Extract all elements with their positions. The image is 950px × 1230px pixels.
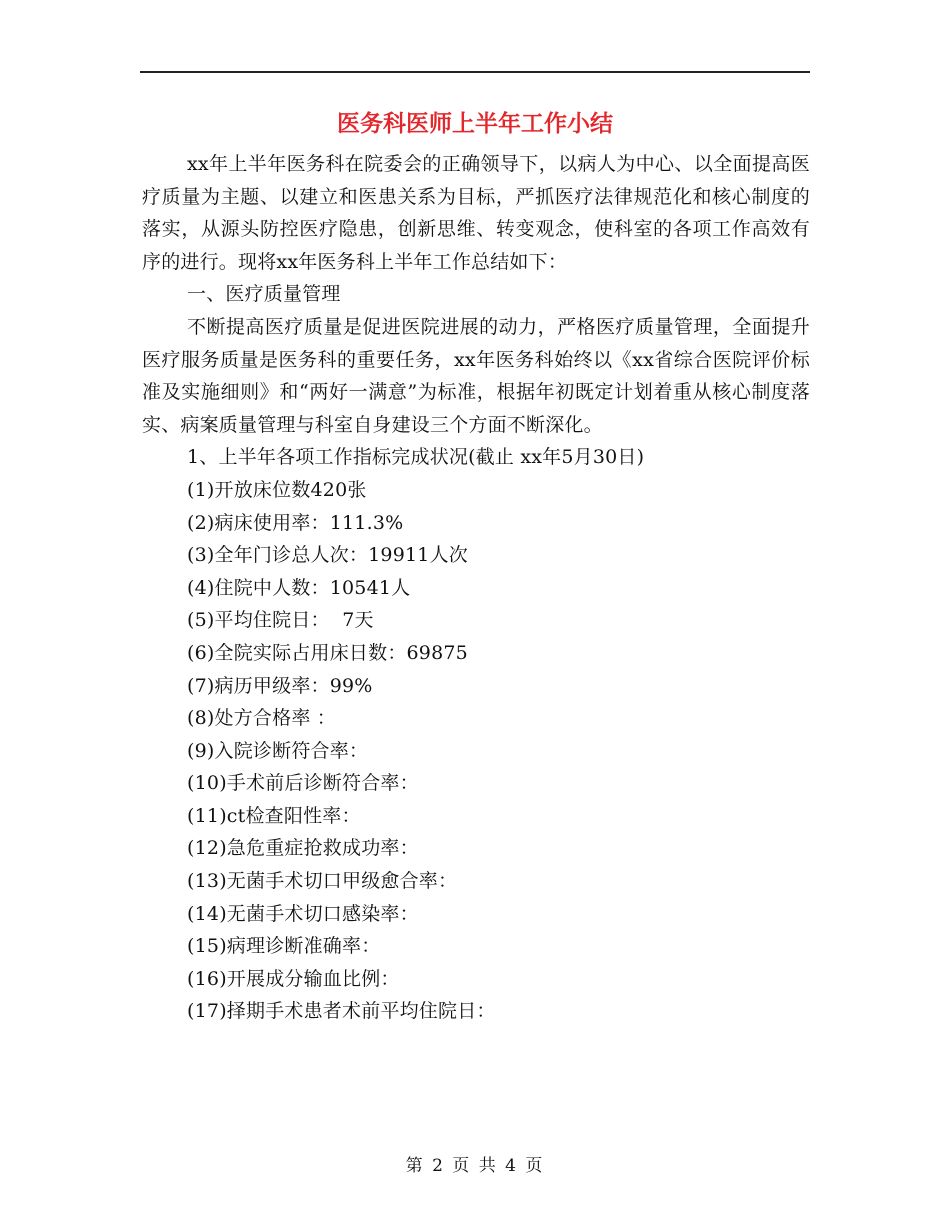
indicator-item: (11)ct检查阳性率： [187, 804, 361, 827]
indicator-item: (15)病理诊断准确率： [187, 935, 381, 958]
document-body [142, 148, 810, 1028]
indicator-item: (13)无菌手术切口甲级愈合率： [187, 870, 458, 893]
indicator-item: (2)病床使用率：111.3% [187, 511, 404, 534]
indicator-item: (5)平均住院日： 7天 [187, 609, 374, 632]
indicator-item: (16)开展成分输血比例： [187, 967, 400, 990]
indicator-item: (7)病历甲级率：99% [187, 674, 373, 697]
indicator-item: (14)无菌手术切口感染率： [187, 902, 419, 925]
indicator-list [142, 474, 810, 1028]
indicator-item: (8)处方合格率 ： [187, 707, 336, 730]
indicator-item: (9)入院诊断符合率： [187, 739, 369, 762]
section-heading-quality: 一、医疗质量管理 [187, 283, 341, 306]
indicator-item: (17)择期手术患者术前平均住院日： [187, 1000, 496, 1023]
indicator-item: (6)全院实际占用床日数：69875 [187, 641, 468, 664]
indicator-item: (3)全年门诊总人次：19911人次 [187, 544, 468, 567]
quality-paragraph: 不断提高医疗质量是促进医院进展的动力，严格医疗质量管理，全面提升医疗服务质量是医务科的重要任务，xx年医务科始终以《xx省综合医院评价标准及实施细则》和“两好一满意”为标准，根据年初既定计划着重从核心制度落实、病案质量管理与科室自身建设三个方面不断深化。 [142, 315, 810, 436]
indicator-item: (1)开放床位数420张 [187, 478, 367, 501]
indicator-item: (4)住院中人数：10541人 [187, 576, 411, 599]
intro-paragraph: xx年上半年医务科在院委会的正确领导下，以病人为中心、以全面提高医疗质量为主题、以建立和医患关系为目标，严抓医疗法律规范化和核心制度的落实，从源头防控医疗隐患，创新思维、转变观念，使科室的各项工作高效有序的进行。现将xx年医务科上半年工作总结如下： [142, 153, 810, 273]
document-title: 医务科医师上半年工作小结 [337, 111, 613, 137]
indicator-item: (12)急危重症抢救成功率： [187, 837, 419, 860]
indicators-subheading: 1、上半年各项工作指标完成状况(截止 xx年5月30日) [187, 446, 645, 469]
page-number-footer: 第 2 页 共 4 页 [405, 1156, 545, 1176]
indicator-item: (10)手术前后诊断符合率： [187, 772, 419, 795]
header-rule [140, 71, 810, 73]
